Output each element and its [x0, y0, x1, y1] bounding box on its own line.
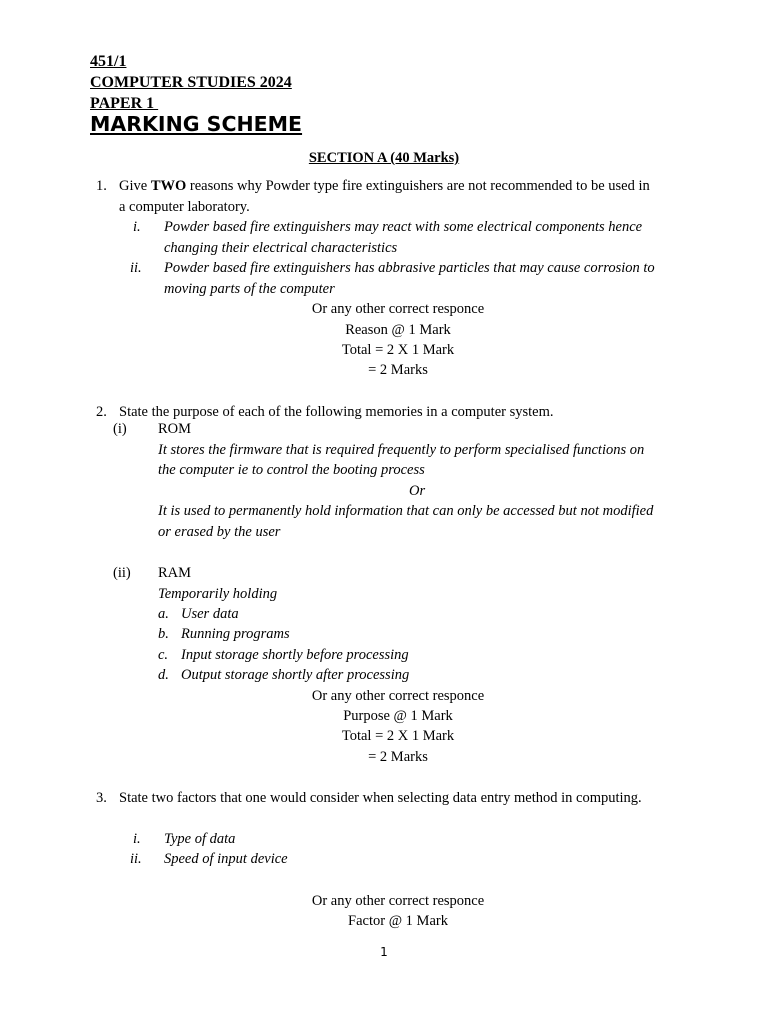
q1-question-line1: Give TWO reasons why Powder type fire extinguishers are not recommended to be used in: [119, 178, 650, 194]
q3-answer-1-marker: i.: [133, 831, 141, 847]
q3-number: 3.: [96, 790, 107, 806]
q2-ram-intro: Temporarily holding: [158, 586, 278, 602]
q2-ram-item-b: Running programs: [181, 626, 290, 642]
q2-scoring-total: Total = 2 X 1 Mark: [341, 728, 455, 744]
q1-scoring-alt: Or any other correct responce: [311, 301, 485, 317]
paper-code: 451/1: [90, 53, 127, 70]
q2-rom-name: ROM: [158, 421, 192, 437]
q2-rom-answer-line1: It stores the firmware that is required frequently to perform specialised functions on: [158, 442, 645, 458]
q1-answer-2-line2: moving parts of the computer: [164, 281, 335, 297]
q3-question: State two factors that one would consider when selecting data entry method in computing.: [119, 790, 642, 806]
q2-rom-or: Or: [409, 483, 426, 499]
subject-title: COMPUTER STUDIES 2024: [90, 74, 292, 91]
q2-ram-item-d: Output storage shortly after processing: [181, 667, 410, 683]
q2-rom-answer-line2: the computer ie to control the booting process: [158, 462, 425, 478]
page-number: 1: [380, 945, 388, 959]
q1-scoring-total: Total = 2 X 1 Mark: [341, 342, 455, 358]
q1-answer-1-line1: Powder based fire extinguishers may react with some electrical components hence: [164, 219, 643, 235]
q1-question-line2: a computer laboratory.: [119, 199, 250, 215]
marking-scheme-title: MARKING SCHEME: [90, 112, 303, 136]
paper-number: PAPER 1: [90, 95, 159, 112]
q1-scoring-marks: = 2 Marks: [368, 362, 428, 378]
q2-ram-item-c-marker: c.: [158, 647, 169, 663]
q2-rom-answer2-line2: or erased by the user: [158, 524, 281, 540]
q2-question: State the purpose of each of the following memories in a computer system.: [119, 404, 554, 420]
q2-scoring-per: Purpose @ 1 Mark: [343, 708, 453, 724]
q2-ram-item-a: User data: [181, 606, 239, 622]
q2-number: 2.: [96, 404, 107, 420]
q2-rom-answer2-line1: It is used to permanently hold information that can only be accessed but not modified: [158, 503, 654, 519]
q1-number: 1.: [96, 178, 107, 194]
q3-answer-1: Type of data: [164, 831, 236, 847]
q2-ram-label: (ii): [113, 565, 131, 581]
q2-ram-item-a-marker: a.: [158, 606, 169, 622]
q1-answer-1-line2: changing their electrical characteristics: [164, 240, 398, 256]
q2-scoring-marks: = 2 Marks: [368, 749, 428, 765]
q1-answer-2-line1: Powder based fire extinguishers has abbrasive particles that may cause corrosion to: [164, 260, 655, 276]
q3-scoring-per: Factor @ 1 Mark: [348, 913, 448, 929]
q1-answer-1-marker: i.: [133, 219, 141, 235]
q2-ram-name: RAM: [158, 565, 192, 581]
q1-scoring-per: Reason @ 1 Mark: [345, 322, 451, 338]
section-title: SECTION A (40 Marks): [308, 150, 460, 166]
q3-answer-2-marker: ii.: [130, 851, 142, 867]
q2-scoring-alt: Or any other correct responce: [311, 688, 485, 704]
q3-answer-2: Speed of input device: [164, 851, 288, 867]
q2-ram-item-d-marker: d.: [158, 667, 169, 683]
q2-rom-label: (i): [113, 421, 127, 437]
q2-ram-item-b-marker: b.: [158, 626, 169, 642]
q2-ram-item-c: Input storage shortly before processing: [181, 647, 409, 663]
q3-scoring-alt: Or any other correct responce: [311, 893, 485, 909]
q1-answer-2-marker: ii.: [130, 260, 142, 276]
